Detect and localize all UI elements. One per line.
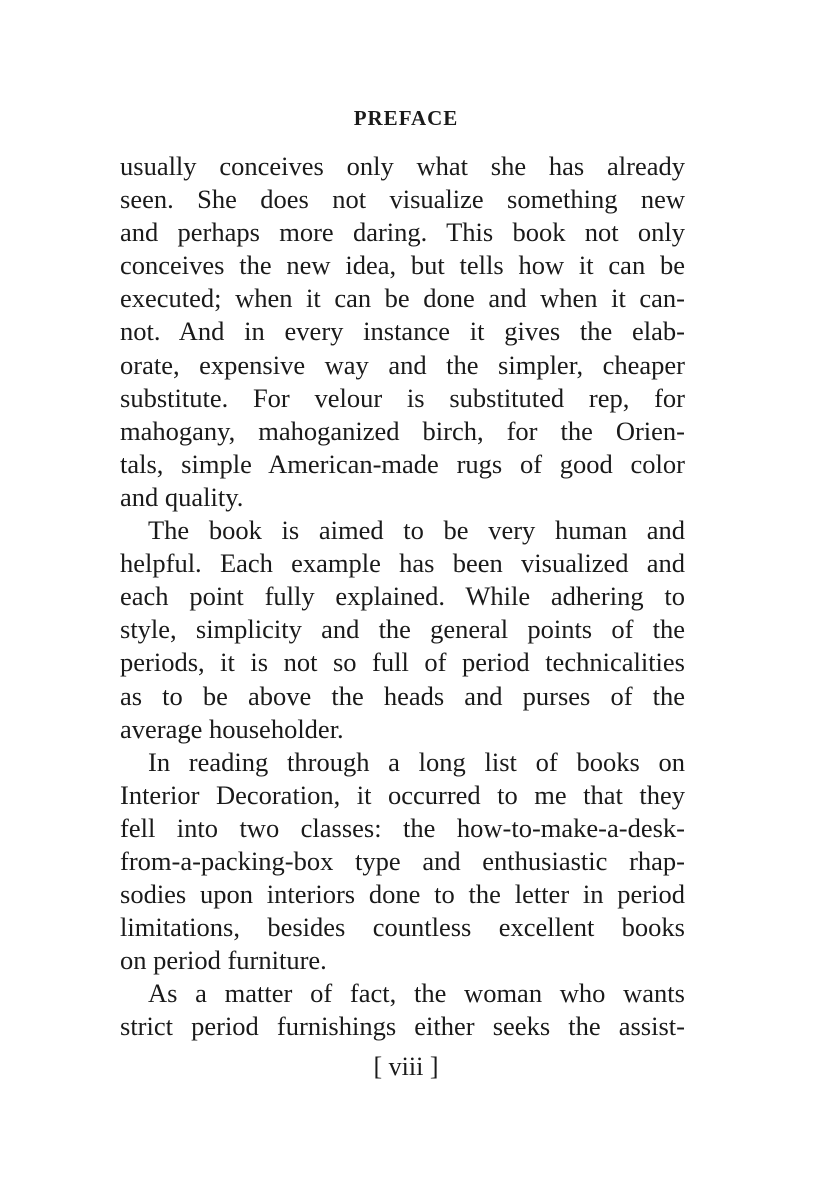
- text-line: Interior Decoration, it occurred to me that they: [120, 779, 685, 810]
- body-text: [120, 150, 685, 1044]
- text-line: sodies upon interiors done to the letter in period: [120, 879, 685, 910]
- text-line: fell into two classes: the how-to-make-a-desk-: [120, 812, 685, 843]
- page-number: [ viii ]: [373, 1052, 439, 1081]
- text-line: As a matter of fact, the woman who wants: [148, 978, 685, 1009]
- text-line: and quality.: [120, 481, 244, 512]
- text-line: The book is aimed to be very human and: [148, 515, 685, 546]
- text-line: tals, simple American-made rugs of good color: [120, 448, 685, 479]
- text-line: executed; when it can be done and when it can-: [120, 283, 685, 314]
- text-line: from-a-packing-box type and enthusiastic rhap-: [120, 845, 685, 876]
- text-line: In reading through a long list of books on: [148, 746, 685, 777]
- text-line: style, simplicity and the general points of the: [120, 614, 685, 645]
- text-line: strict period furnishings either seeks the assist-: [120, 1011, 685, 1042]
- running-head: PREFACE: [353, 106, 459, 130]
- paragraph: [120, 746, 685, 978]
- text-line: on period furniture.: [120, 945, 327, 976]
- paragraph: [120, 977, 685, 1043]
- text-line: helpful. Each example has been visualized and: [120, 548, 685, 579]
- text-line: and perhaps more daring. This book not only: [120, 217, 685, 248]
- paragraph: [120, 150, 685, 514]
- paragraph: [120, 514, 685, 746]
- text-line: not. And in every instance it gives the elab-: [120, 316, 685, 347]
- text-line: periods, it is not so full of period technicalities: [120, 647, 685, 678]
- text-line: usually conceives only what she has already: [120, 151, 685, 181]
- text-line: orate, expensive way and the simpler, cheaper: [120, 349, 685, 380]
- text-line: average householder.: [120, 713, 344, 744]
- text-line: limitations, besides countless excellent books: [120, 912, 685, 943]
- text-line: each point fully explained. While adhering to: [120, 581, 685, 612]
- text-line: substitute. For velour is substituted rep, for: [120, 382, 685, 413]
- text-line: as to be above the heads and purses of the: [120, 680, 685, 711]
- text-line: mahogany, mahoganized birch, for the Orien-: [120, 415, 685, 446]
- text-line: seen. She does not visualize something new: [120, 184, 685, 215]
- text-line: conceives the new idea, but tells how it can be: [120, 250, 685, 281]
